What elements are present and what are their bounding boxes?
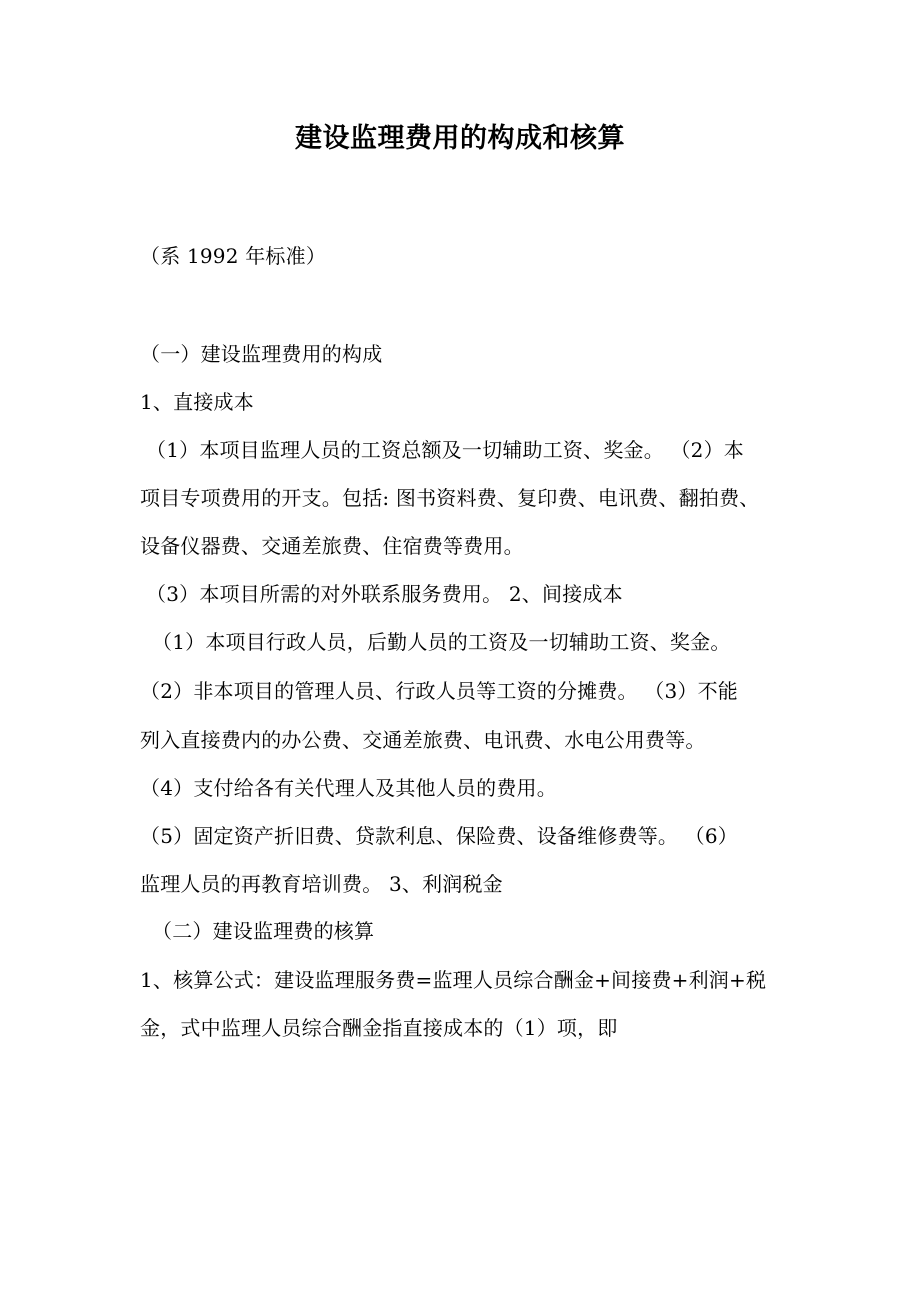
paragraph-line: 设备仪器费、交通差旅费、住宿费等费用。 — [140, 534, 524, 558]
standard-note: （系 1992 年标准） — [140, 244, 327, 268]
document-title: 建设监理费用的构成和核算 — [295, 123, 625, 154]
paragraph-line: （1）本项目监理人员的工资总额及一切辅助工资、奖金。 （2）本 — [146, 438, 745, 462]
paragraph-line: 列入直接费内的办公费、交通差旅费、电讯费、水电公用费等。 — [140, 728, 706, 752]
paragraph-line: 监理人员的再教育培训费。 3、利润税金 — [140, 872, 503, 896]
paragraph-line: 1、核算公式：建设监理服务费=监理人员综合酬金+间接费+利润+税 — [140, 968, 767, 992]
paragraph-line: （3）本项目所需的对外联系服务费用。 2、间接成本 — [146, 582, 623, 606]
item-heading-direct-cost: 1、直接成本 — [140, 390, 254, 414]
paragraph-line: （1）本项目行政人员，后勤人员的工资及一切辅助工资、奖金。 — [152, 630, 731, 654]
paragraph-line: 项目专项费用的开支。包括: 图书资料费、复印费、电讯费、翻拍费、 — [140, 486, 760, 510]
section-heading-composition: （一）建设监理费用的构成 — [140, 342, 383, 366]
paragraph-line: （5）固定资产折旧费、贷款利息、保险费、设备维修费等。 （6） — [140, 824, 739, 848]
paragraph-line: （2）非本项目的管理人员、行政人员等工资的分摊费。 （3）不能 — [140, 679, 739, 703]
section-heading-calculation: （二）建设监理费的核算 — [152, 919, 375, 943]
paragraph-line: （4）支付给各有关代理人及其他人员的费用。 — [140, 776, 557, 800]
paragraph-line: 金，式中监理人员综合酬金指直接成本的（1）项，即 — [140, 1016, 618, 1040]
